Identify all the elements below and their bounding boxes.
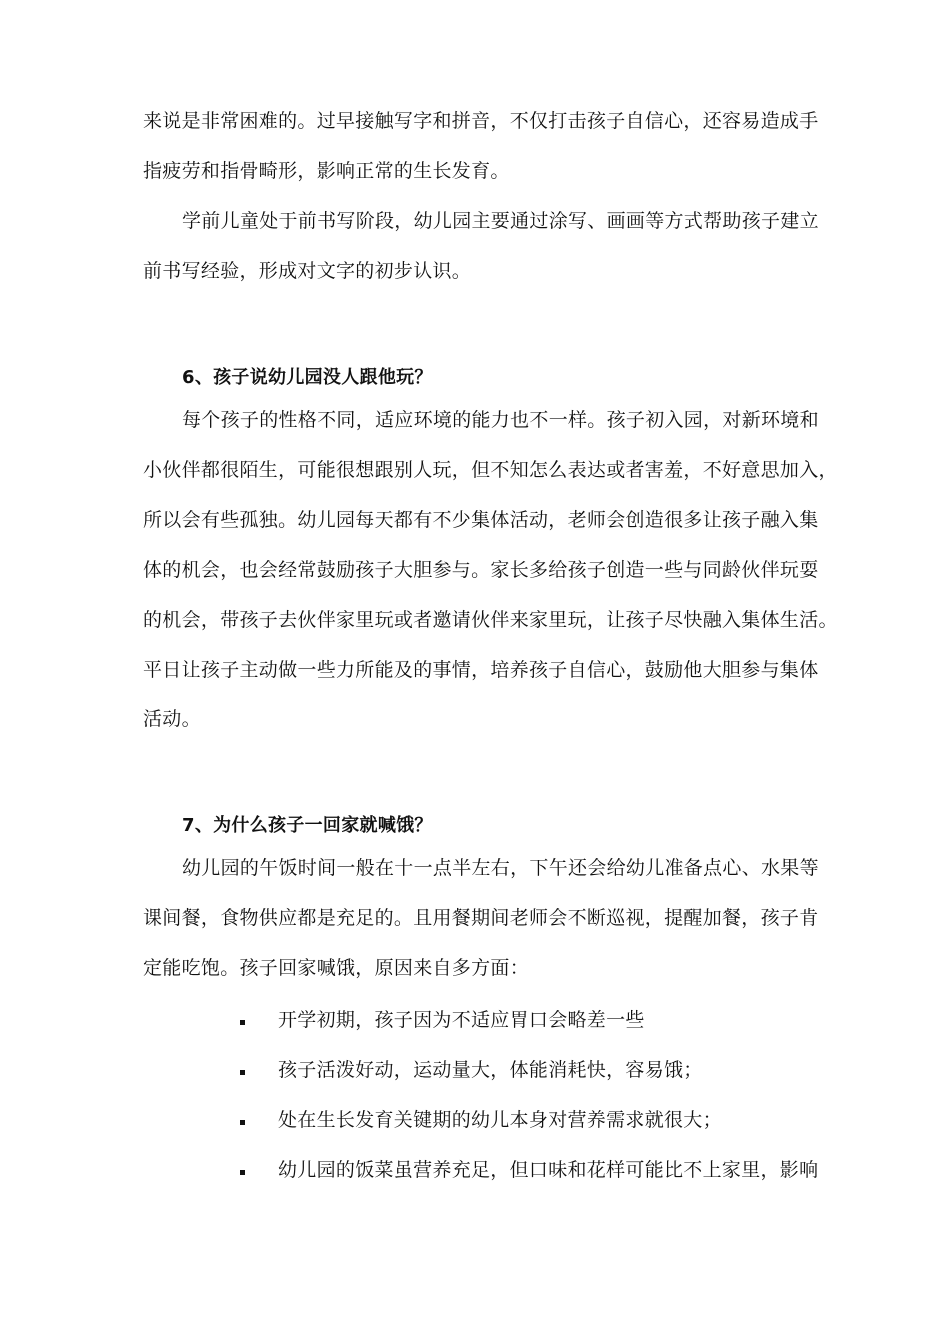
section-6-line-1: 每个孩子的性格不同，适应环境的能力也不一样。孩子初入园，对新环境和 — [182, 409, 819, 431]
bullet-item — [238, 1057, 838, 1083]
prewriting-line-2: 前书写经验，形成对文字的初步认识。 — [143, 260, 472, 282]
bullet-text: 开学初期，孩子因为不适应胃口会略差一些 — [278, 1009, 645, 1031]
square-bullet-icon — [240, 1020, 245, 1025]
bullet-text: 幼儿园的饭菜虽营养充足，但口味和花样可能比不上家里，影响 — [278, 1159, 819, 1181]
section-6-line-3: 所以会有些孤独。幼儿园每天都有不少集体活动，老师会创造很多让孩子融入集 — [143, 509, 819, 531]
section-6-line-2: 小伙伴都很陌生，可能很想跟别人玩，但不知怎么表达或者害羞，不好意思加入， — [143, 459, 838, 481]
intro-line-2: 指疲劳和指骨畸形，影响正常的生长发育。 — [143, 160, 510, 182]
section-6-line-6: 平日让孩子主动做一些力所能及的事情，培养孩子自信心，鼓励他大胆参与集体 — [143, 659, 819, 681]
section-6-line-5: 的机会，带孩子去伙伴家里玩或者邀请伙伴来家里玩，让孩子尽快融入集体生活。 — [143, 609, 838, 631]
section-7-line-3: 定能吃饱。孩子回家喊饿，原因来自多方面： — [143, 957, 530, 979]
intro-line-1: 来说是非常困难的。过早接触写字和拼音，不仅打击孩子自信心，还容易造成手 — [143, 110, 819, 132]
bullet-text: 处在生长发育关键期的幼儿本身对营养需求就很大； — [278, 1109, 722, 1131]
square-bullet-icon — [240, 1120, 245, 1125]
square-bullet-icon — [240, 1170, 245, 1175]
section-7-line-1: 幼儿园的午饭时间一般在十一点半左右，下午还会给幼儿准备点心、水果等 — [182, 857, 819, 879]
bullet-item — [238, 1107, 838, 1133]
section-7-line-2: 课间餐，食物供应都是充足的。且用餐期间老师会不断巡视，提醒加餐，孩子肯 — [143, 907, 819, 929]
section-7-heading: 7、为什么孩子一回家就喊饿？ — [182, 815, 433, 836]
square-bullet-icon — [240, 1070, 245, 1075]
section-6-line-7: 活动。 — [143, 708, 201, 730]
section-6-line-4: 体的机会，也会经常鼓励孩子大胆参与。家长多给孩子创造一些与同龄伙伴玩耍 — [143, 559, 819, 581]
prewriting-line-1: 学前儿童处于前书写阶段，幼儿园主要通过涂写、画画等方式帮助孩子建立 — [182, 210, 819, 232]
section-6-heading: 6、孩子说幼儿园没人跟他玩？ — [182, 367, 433, 388]
bullet-item — [238, 1157, 838, 1183]
bullet-item — [238, 1007, 838, 1033]
bullet-text: 孩子活泼好动，运动量大，体能消耗快，容易饿； — [278, 1059, 703, 1081]
